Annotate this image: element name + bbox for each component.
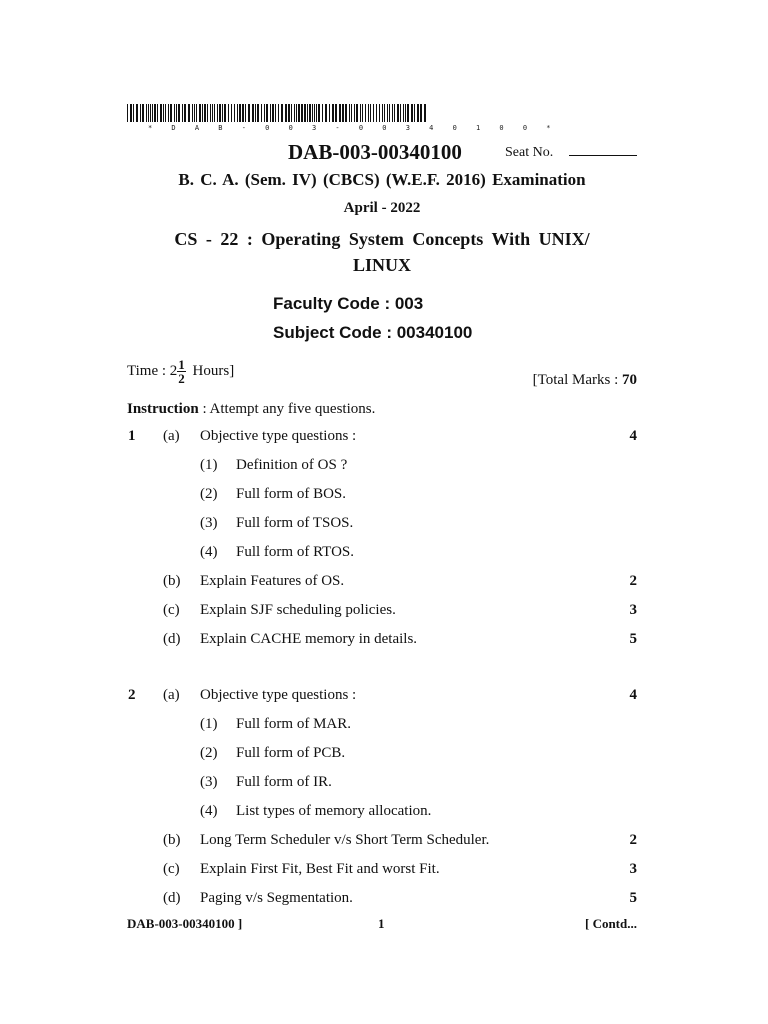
sub-question-label: (4) bbox=[200, 803, 218, 819]
sub-question-row bbox=[0, 745, 768, 767]
exam-title: B. C. A. (Sem. IV) (CBCS) (W.E.F. 2016) Examination bbox=[178, 170, 586, 189]
barcode-bar bbox=[387, 104, 388, 122]
barcode-bar bbox=[312, 104, 313, 122]
barcode-bar bbox=[212, 104, 213, 122]
part-label: (b) bbox=[163, 832, 181, 848]
barcode-bar bbox=[365, 104, 366, 122]
barcode-bar bbox=[194, 104, 195, 122]
barcode-bar bbox=[298, 104, 300, 122]
barcode-bar bbox=[356, 104, 358, 122]
faculty-code: Faculty Code : 003 bbox=[273, 294, 424, 313]
barcode-bar bbox=[170, 104, 172, 122]
part-text: Long Term Scheduler v/s Short Term Scheduler. bbox=[200, 832, 490, 848]
time-fraction-denominator: 2 bbox=[178, 371, 185, 386]
footer-paper-code: DAB-003-00340100 ] bbox=[127, 916, 243, 931]
barcode-bar bbox=[270, 104, 271, 122]
seat-number-label: Seat No. bbox=[505, 145, 554, 160]
part-label: (b) bbox=[163, 573, 181, 589]
part-text: Objective type questions : bbox=[200, 428, 357, 444]
barcode-bar bbox=[414, 104, 415, 122]
sub-question-row bbox=[0, 457, 768, 479]
sub-question-label: (2) bbox=[200, 745, 218, 761]
sub-question-text: Full form of RTOS. bbox=[236, 544, 355, 560]
question-part-row bbox=[0, 861, 768, 883]
barcode-bar bbox=[335, 104, 337, 122]
sub-question-row bbox=[0, 716, 768, 738]
sub-question-text: Full form of TSOS. bbox=[236, 515, 354, 531]
paper-code-title: DAB-003-00340100 bbox=[288, 140, 462, 164]
question-number: 1 bbox=[128, 428, 136, 444]
sub-question-row bbox=[0, 486, 768, 508]
barcode-bar bbox=[154, 104, 156, 122]
barcode-bar bbox=[351, 104, 352, 122]
question-part-row bbox=[0, 631, 768, 653]
barcode-bar bbox=[384, 104, 385, 122]
sub-question-row bbox=[0, 544, 768, 566]
time-fraction bbox=[177, 358, 186, 385]
barcode-bar bbox=[373, 104, 374, 122]
sub-question-text: Full form of MAR. bbox=[236, 716, 352, 732]
barcode-bar bbox=[242, 104, 244, 122]
barcode-bar bbox=[248, 104, 250, 122]
sub-question-row bbox=[0, 515, 768, 537]
barcode-bar bbox=[152, 104, 153, 122]
part-text: Explain Features of OS. bbox=[200, 573, 345, 589]
barcode-image bbox=[127, 104, 427, 124]
barcode-bar bbox=[188, 104, 190, 122]
instruction bbox=[127, 401, 375, 418]
barcode-bar bbox=[294, 104, 295, 122]
barcode-bar bbox=[392, 104, 393, 122]
barcode-bar bbox=[133, 104, 134, 122]
barcode-bar bbox=[192, 104, 193, 122]
sub-question-label: (2) bbox=[200, 486, 218, 502]
barcode-bar bbox=[178, 104, 180, 122]
barcode-bar bbox=[199, 104, 201, 122]
barcode-bar bbox=[394, 104, 395, 122]
barcode-bar bbox=[379, 104, 380, 122]
barcode-bar bbox=[342, 104, 344, 122]
time-fraction-numerator: 1 bbox=[178, 357, 185, 372]
part-marks: 3 bbox=[629, 861, 637, 877]
barcode-bar bbox=[245, 104, 246, 122]
sub-question-text: Full form of BOS. bbox=[236, 486, 347, 502]
barcode-bar bbox=[296, 104, 297, 122]
barcode-bar bbox=[397, 104, 399, 122]
part-text: Paging v/s Segmentation. bbox=[200, 890, 353, 906]
part-label: (d) bbox=[163, 631, 181, 647]
barcode-bar bbox=[420, 104, 422, 122]
subject-title-line1: CS - 22 : Operating System Concepts With UNIX/ bbox=[174, 229, 590, 249]
barcode-bar bbox=[424, 104, 426, 122]
barcode-bar bbox=[389, 104, 390, 122]
barcode-bar bbox=[210, 104, 211, 122]
barcode-bar bbox=[214, 104, 215, 122]
barcode-bar bbox=[291, 104, 292, 122]
barcode-bar bbox=[339, 104, 341, 122]
barcode-bar bbox=[146, 104, 147, 122]
part-label: (d) bbox=[163, 890, 181, 906]
barcode-bar bbox=[182, 104, 183, 122]
question-number: 2 bbox=[128, 687, 136, 703]
barcode-bar bbox=[207, 104, 208, 122]
part-label: (a) bbox=[163, 687, 180, 703]
barcode-bar bbox=[204, 104, 206, 122]
barcode-bar bbox=[278, 104, 279, 122]
subject-code: Subject Code : 00340100 bbox=[273, 323, 473, 342]
barcode-bar bbox=[314, 104, 315, 122]
barcode-bar bbox=[329, 104, 330, 122]
barcode-bar bbox=[165, 104, 166, 122]
part-label: (a) bbox=[163, 428, 180, 444]
sub-question-label: (4) bbox=[200, 544, 218, 560]
part-label: (c) bbox=[163, 602, 180, 618]
barcode-bar bbox=[184, 104, 186, 122]
barcode-bar bbox=[301, 104, 303, 122]
part-text: Objective type questions : bbox=[200, 687, 357, 703]
barcode-bar bbox=[325, 104, 327, 122]
barcode-bar bbox=[332, 104, 334, 122]
barcode-bar bbox=[237, 104, 238, 122]
part-marks: 4 bbox=[629, 687, 637, 703]
barcode-bar bbox=[136, 104, 138, 122]
barcode-bar bbox=[140, 104, 141, 122]
barcode-bar bbox=[231, 104, 232, 122]
part-marks: 3 bbox=[629, 602, 637, 618]
barcode-bar bbox=[163, 104, 164, 122]
barcode-bar bbox=[255, 104, 256, 122]
question-part-row bbox=[0, 687, 768, 709]
barcode-bar bbox=[157, 104, 158, 122]
part-text: Explain First Fit, Best Fit and worst Fit. bbox=[200, 861, 440, 877]
barcode-bar bbox=[309, 104, 311, 122]
barcode-bar bbox=[264, 104, 265, 122]
barcode-bar bbox=[345, 104, 347, 122]
barcode-bar bbox=[234, 104, 235, 122]
barcode-bar bbox=[281, 104, 283, 122]
part-marks: 5 bbox=[629, 890, 637, 906]
time-allowed bbox=[127, 358, 234, 385]
sub-question-row bbox=[0, 774, 768, 796]
barcode-bar bbox=[252, 104, 254, 122]
barcode-bar bbox=[417, 104, 419, 122]
barcode-bar bbox=[275, 104, 276, 122]
barcode-bar bbox=[142, 104, 144, 122]
barcode-bar bbox=[362, 104, 363, 122]
barcode-bar bbox=[382, 104, 383, 122]
part-marks: 4 bbox=[629, 428, 637, 444]
instruction-text: : Attempt any five questions. bbox=[198, 401, 376, 417]
barcode-bar bbox=[160, 104, 162, 122]
barcode-bar bbox=[316, 104, 317, 122]
barcode-bar bbox=[239, 104, 241, 122]
subject-title-line2: LINUX bbox=[352, 255, 411, 275]
sub-question-text: Definition of OS ? bbox=[236, 457, 348, 473]
exam-date: April - 2022 bbox=[343, 200, 421, 216]
barcode-bar bbox=[176, 104, 177, 122]
barcode-bar bbox=[360, 104, 361, 122]
barcode-bar bbox=[261, 104, 262, 122]
barcode-bar bbox=[370, 104, 371, 122]
barcode-bar bbox=[168, 104, 169, 122]
question-part-row bbox=[0, 428, 768, 450]
instruction-label: Instruction bbox=[127, 401, 199, 417]
question-part-row bbox=[0, 602, 768, 624]
sub-question-text: Full form of IR. bbox=[236, 774, 332, 790]
sub-question-label: (1) bbox=[200, 457, 218, 473]
barcode-bar bbox=[376, 104, 377, 122]
part-text: Explain SJF scheduling policies. bbox=[200, 602, 396, 618]
sub-question-row bbox=[0, 803, 768, 825]
barcode-bar bbox=[354, 104, 355, 122]
barcode-bar bbox=[322, 104, 323, 122]
part-marks: 5 bbox=[629, 631, 637, 647]
question-part-row bbox=[0, 573, 768, 595]
barcode-bar bbox=[288, 104, 290, 122]
barcode-bar bbox=[285, 104, 287, 122]
barcode-bar bbox=[407, 104, 409, 122]
sub-question-label: (3) bbox=[200, 515, 218, 531]
barcode-bar bbox=[222, 104, 223, 122]
part-text: Explain CACHE memory in details. bbox=[200, 631, 418, 647]
barcode-bar bbox=[196, 104, 197, 122]
barcode-bar bbox=[266, 104, 268, 122]
barcode-bar bbox=[405, 104, 406, 122]
time-label: Time : 2 bbox=[127, 362, 178, 379]
part-marks: 2 bbox=[629, 832, 637, 848]
barcode-bar bbox=[130, 104, 132, 122]
barcode-bar bbox=[307, 104, 308, 122]
barcode-caption: * D A B - 0 0 3 - 0 0 3 4 0 1 0 0 * bbox=[148, 124, 559, 132]
time-unit: Hours] bbox=[192, 362, 235, 379]
barcode-bar bbox=[228, 104, 229, 122]
barcode-bar bbox=[368, 104, 369, 122]
barcode-bar bbox=[349, 104, 350, 122]
question-part-row bbox=[0, 832, 768, 854]
barcode-bar bbox=[400, 104, 401, 122]
barcode-bar bbox=[224, 104, 226, 122]
seat-number-blank-line bbox=[569, 155, 637, 156]
total-marks-label: [Total Marks : bbox=[532, 372, 622, 388]
barcode-bar bbox=[257, 104, 259, 122]
barcode-bar bbox=[150, 104, 151, 122]
barcode-bar bbox=[127, 104, 128, 122]
barcode-bar bbox=[403, 104, 404, 122]
barcode-bar bbox=[202, 104, 203, 122]
barcode-bar bbox=[217, 104, 218, 122]
total-marks bbox=[533, 372, 637, 389]
barcode-bar bbox=[148, 104, 149, 122]
question-part-row bbox=[0, 890, 768, 912]
sub-question-label: (1) bbox=[200, 716, 218, 732]
part-label: (c) bbox=[163, 861, 180, 877]
barcode-bar bbox=[318, 104, 320, 122]
barcode-bar bbox=[411, 104, 413, 122]
barcode-bar bbox=[174, 104, 175, 122]
part-marks: 2 bbox=[629, 573, 637, 589]
footer-continued: [ Contd... bbox=[584, 916, 637, 931]
sub-question-text: List types of memory allocation. bbox=[236, 803, 432, 819]
barcode-bar bbox=[272, 104, 274, 122]
footer-page-number: 1 bbox=[378, 916, 385, 931]
sub-question-label: (3) bbox=[200, 774, 218, 790]
sub-question-text: Full form of PCB. bbox=[236, 745, 346, 761]
barcode-bar bbox=[304, 104, 306, 122]
total-marks-value: 70 bbox=[622, 372, 637, 388]
barcode-bar bbox=[219, 104, 221, 122]
